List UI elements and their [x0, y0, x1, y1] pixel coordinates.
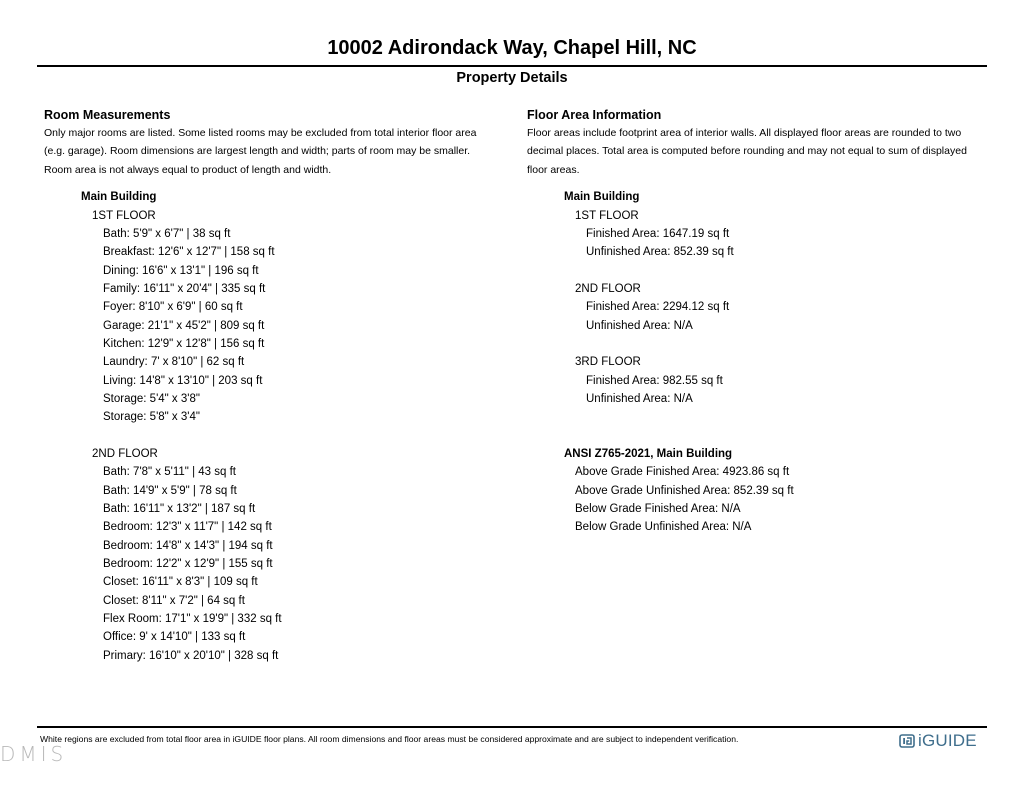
room-measurements-note: [44, 124, 509, 179]
unfinished-area: Unfinished Area: 852.39 sq ft: [586, 246, 734, 259]
room-item: Storage: 5'8" x 3'4": [103, 411, 200, 424]
building-heading: Main Building: [564, 191, 640, 204]
room-measurements-section: [44, 106, 509, 665]
room-item: Bath: 7'8" x 5'11" | 43 sq ft: [103, 466, 236, 479]
note-line: decimal places. Total area is computed before rounding and may not equal to sum of displayed: [527, 145, 967, 158]
iguide-logo-text: iGUIDE: [918, 731, 977, 750]
floor-area-title: Floor Area Information: [527, 108, 662, 122]
room-item: Kitchen: 12'9" x 12'8" | 156 sq ft: [103, 337, 265, 350]
room-item: Foyer: 8'10" x 6'9" | 60 sq ft: [103, 301, 243, 314]
room-item: Dining: 16'6" x 13'1" | 196 sq ft: [103, 264, 259, 277]
mls-watermark: DMIS: [0, 742, 68, 766]
unfinished-area: Unfinished Area: N/A: [586, 393, 693, 405]
room-item: Bedroom: 12'2" x 12'9" | 155 sq ft: [103, 558, 273, 571]
note-line: Floor areas include footprint area of interior walls. All displayed floor areas are rounded to two: [527, 127, 962, 139]
room-item: Bedroom: 14'8" x 14'3" | 194 sq ft: [103, 539, 273, 552]
footer-rule: [37, 726, 987, 728]
floor-label: 3RD FLOOR: [575, 356, 641, 369]
room-item: Bath: 16'11" x 13'2" | 187 sq ft: [103, 503, 256, 516]
note-line: floor areas.: [527, 163, 580, 176]
ansi-heading: ANSI Z765-2021, Main Building: [564, 448, 733, 461]
room-item: Flex Room: 17'1" x 19'9" | 332 sq ft: [103, 613, 282, 626]
finished-area: Finished Area: 1647.19 sq ft: [586, 227, 730, 240]
room-item: Laundry: 7' x 8'10" | 62 sq ft: [103, 356, 245, 369]
floor2-room-list: [44, 463, 509, 665]
room-item: Office: 9' x 14'10" | 133 sq ft: [103, 631, 246, 644]
note-line: (e.g. garage). Room dimensions are largest length and width; parts of room may be smaller.: [44, 145, 471, 158]
header-rule: [37, 65, 987, 67]
room-item: Breakfast: 12'6" x 12'7" | 158 sq ft: [103, 246, 275, 259]
room-item: Bath: 14'9" x 5'9" | 78 sq ft: [103, 484, 237, 497]
iguide-logo: [899, 731, 977, 751]
room-item: Bath: 5'9" x 6'7" | 38 sq ft: [103, 227, 231, 240]
floor-area-note: [527, 124, 997, 179]
finished-area: Finished Area: 982.55 sq ft: [586, 374, 723, 387]
ansi-line: Below Grade Unfinished Area: N/A: [575, 521, 752, 534]
finished-area: Finished Area: 2294.12 sq ft: [586, 301, 730, 314]
note-line: Room area is not always equal to product of length and width.: [44, 163, 332, 176]
room-item: Living: 14'8" x 13'10" | 203 sq ft: [103, 374, 263, 387]
room-item: Garage: 21'1" x 45'2" | 809 sq ft: [103, 319, 265, 332]
floor-label: 1ST FLOOR: [92, 209, 156, 222]
room-measurements-title: Room Measurements: [44, 108, 171, 122]
floor-label: 2ND FLOOR: [92, 448, 158, 461]
ansi-line: Below Grade Finished Area: N/A: [575, 503, 741, 516]
room-item: Primary: 16'10" x 20'10" | 328 sq ft: [103, 649, 279, 662]
building-heading: Main Building: [81, 191, 157, 204]
room-item: Closet: 8'11" x 7'2" | 64 sq ft: [103, 594, 245, 607]
room-item: Family: 16'11" x 20'4" | 335 sq ft: [103, 282, 266, 295]
unfinished-area: Unfinished Area: N/A: [586, 319, 693, 332]
floor1-room-list: [44, 225, 509, 427]
note-line: Only major rooms are listed. Some listed rooms may be excluded from total interior floor area: [44, 127, 477, 139]
footer-disclaimer: White regions are excluded from total floor area in iGUIDE floor plans. All room dimensions and floor areas must be considered approximate and are subject to independent verification.: [40, 734, 739, 744]
page-subtitle: Property Details: [456, 70, 568, 86]
room-item: Closet: 16'11" x 8'3" | 109 sq ft: [103, 576, 258, 589]
floor-label: 1ST FLOOR: [575, 209, 639, 222]
iguide-logo-icon: [899, 733, 915, 749]
room-item: Storage: 5'4" x 3'8": [103, 393, 200, 405]
page-title: 10002 Adirondack Way, Chapel Hill, NC: [327, 37, 697, 59]
room-item: Bedroom: 12'3" x 11'7" | 142 sq ft: [103, 521, 272, 534]
floor-area-section: [527, 106, 997, 537]
ansi-line: Above Grade Finished Area: 4923.86 sq ft: [575, 466, 790, 479]
floor-label: 2ND FLOOR: [575, 282, 641, 295]
ansi-line: Above Grade Unfinished Area: 852.39 sq ft: [575, 484, 794, 497]
